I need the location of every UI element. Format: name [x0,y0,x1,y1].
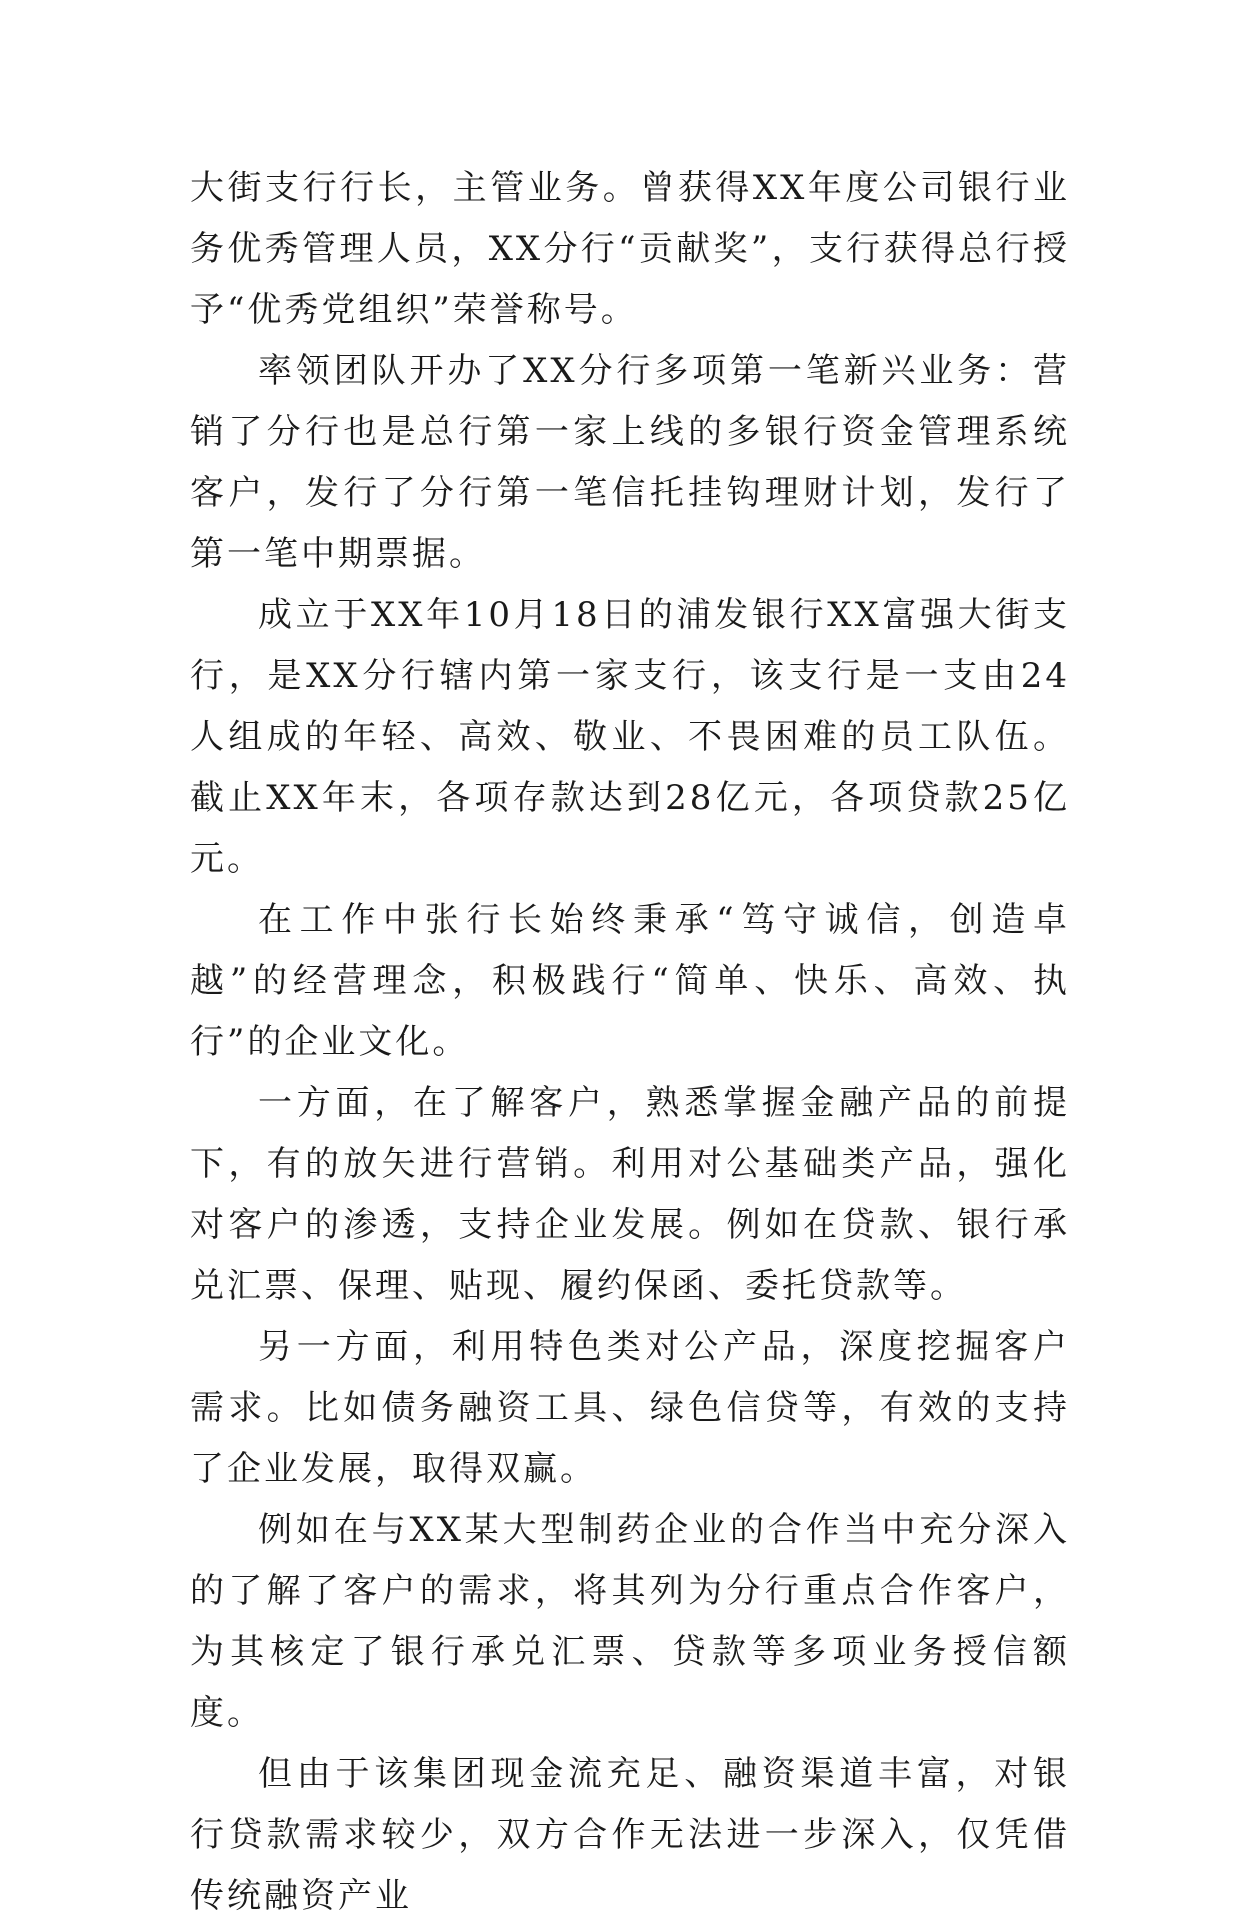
paragraph-however: 但由于该集团现金流充足、融资渠道丰富，对银行贷款需求较少，双方合作无法进一步深入，仅凭借传统融资产业 [190,1754,1070,1916]
paragraph-philosophy: 在工作中张行长始终秉承“笃守诚信，创造卓越”的经营理念，积极践行“简单、快乐、高效、执行”的企业文化。 [190,900,1070,1062]
paragraph-new-business: 率领团队开办了XX分行多项第一笔新兴业务：营销了分行也是总行第一家上线的多银行资金管理系统客户，发行了分行第一笔信托挂钩理财计划，发行了第一笔中期票据。 [190,351,1070,574]
paragraph-continued: 大街支行行长，主管业务。曾获得XX年度公司银行业务优秀管理人员，XX分行“贡献奖”，支行获得总行授予“优秀党组织”荣誉称号。 [190,168,1070,330]
paragraph-example: 例如在与XX某大型制药企业的合作当中充分深入的了解了客户的需求，将其列为分行重点合作客户，为其核定了银行承兑汇票、贷款等多项业务授信额度。 [190,1510,1070,1733]
paragraph-one-hand: 一方面，在了解客户，熟悉掌握金融产品的前提下，有的放矢进行营销。利用对公基础类产品，强化对客户的渗透，支持企业发展。例如在贷款、银行承兑汇票、保理、贴现、履约保函、委托贷款等。 [190,1083,1070,1306]
document-body [190,158,1070,1927]
paragraph-other-hand: 另一方面，利用特色类对公产品，深度挖掘客户需求。比如债务融资工具、绿色信贷等，有效的支持了企业发展，取得双赢。 [190,1327,1070,1489]
paragraph-branch-intro: 成立于XX年10月18日的浦发银行XX富强大街支行，是XX分行辖内第一家支行，该支行是一支由24人组成的年轻、高效、敬业、不畏困难的员工队伍。截止XX年末，各项存款达到28亿元，各项贷款25亿元。 [190,595,1070,879]
